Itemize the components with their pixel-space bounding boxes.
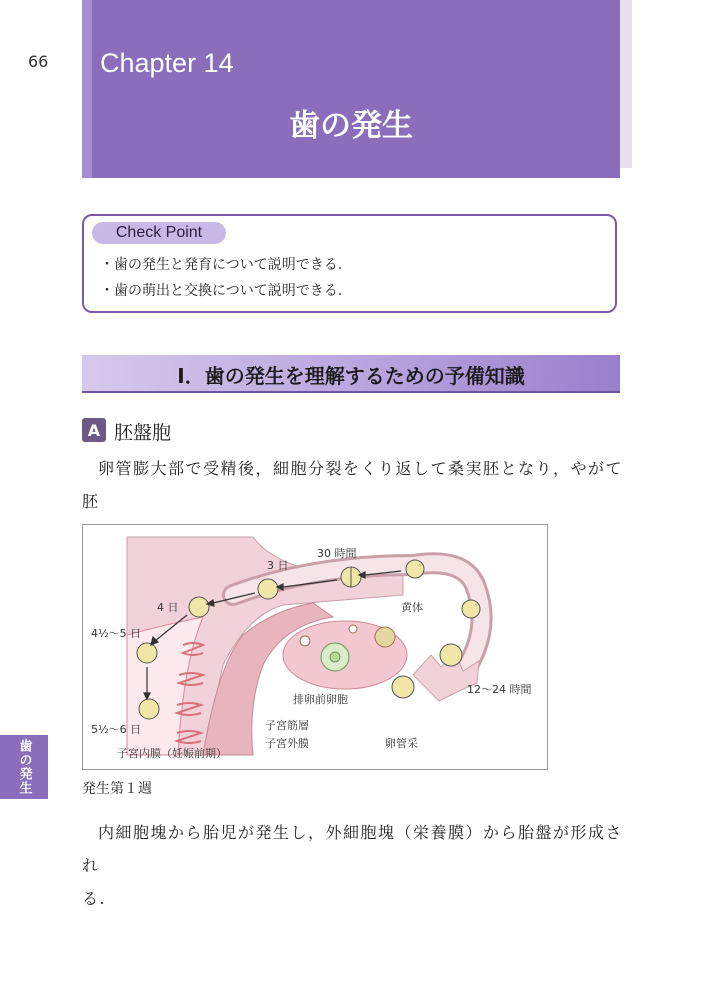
label-days-4-5: 4½〜5 日 — [91, 627, 142, 640]
chapter-header-shade — [82, 0, 92, 178]
label-day-3: 3 日 — [267, 559, 289, 572]
page-number: 66 — [28, 52, 49, 71]
label-fimbria: 卵管采 — [385, 737, 418, 750]
chapter-title: 歯の発生 — [289, 108, 413, 144]
embryo-stage — [392, 676, 414, 698]
corpus-luteum — [375, 627, 395, 647]
label-30-hours: 30 時間 — [317, 547, 357, 560]
figure-caption: 発生第１週 — [82, 781, 152, 797]
side-tab[interactable]: 歯の発生 — [0, 735, 48, 799]
paragraph-line: 卵管膨大部で受精後，細胞分裂をくり返して桑実胚となり，やがて胚 — [82, 459, 624, 511]
embryo-stage — [137, 643, 157, 663]
check-point-item: ・歯の発生と発育について説明できる. — [100, 257, 343, 273]
subsection-badge: A — [82, 418, 106, 442]
label-myometrium: 子宮筋層 — [265, 719, 309, 732]
paragraph-line: 内細胞塊から胎児が発生し，外細胞塊（栄養膜）から胎盤が形成され — [82, 823, 624, 875]
embryo-stage — [406, 560, 424, 578]
section-title: I．歯の発生を理解するための予備知識 — [177, 364, 525, 388]
label-preovulatory-follicle: 排卵前卵胞 — [293, 693, 348, 706]
embryo-stage — [258, 579, 278, 599]
paragraph-line: る. — [82, 889, 107, 908]
check-point-item: ・歯の萌出と交換について説明できる. — [100, 283, 343, 299]
label-day-4: 4 日 — [157, 601, 179, 614]
figure-blastocyst — [82, 524, 548, 770]
check-point-label: Check Point — [92, 222, 226, 244]
label-perimetrium: 子宮外膜 — [265, 737, 309, 750]
label-endometrium: 子宮内膜（妊娠前期） — [117, 747, 227, 760]
chapter-header-edge — [620, 0, 632, 168]
label-days-5-6: 5½〜6 日 — [91, 723, 142, 736]
embryo-stage — [189, 597, 209, 617]
chapter-number: Chapter 14 — [100, 48, 234, 78]
embryo-stage — [440, 644, 462, 666]
figure-illustration — [83, 525, 549, 771]
subsection-title: 胚盤胞 — [114, 422, 172, 444]
label-12-24-hours: 12〜24 時間 — [467, 683, 532, 696]
chapter-header — [82, 0, 620, 178]
embryo-stage — [139, 699, 159, 719]
embryo-stage — [462, 600, 480, 618]
paragraph-2 — [82, 816, 627, 915]
label-corpus-luteum: 黄体 — [401, 601, 423, 614]
